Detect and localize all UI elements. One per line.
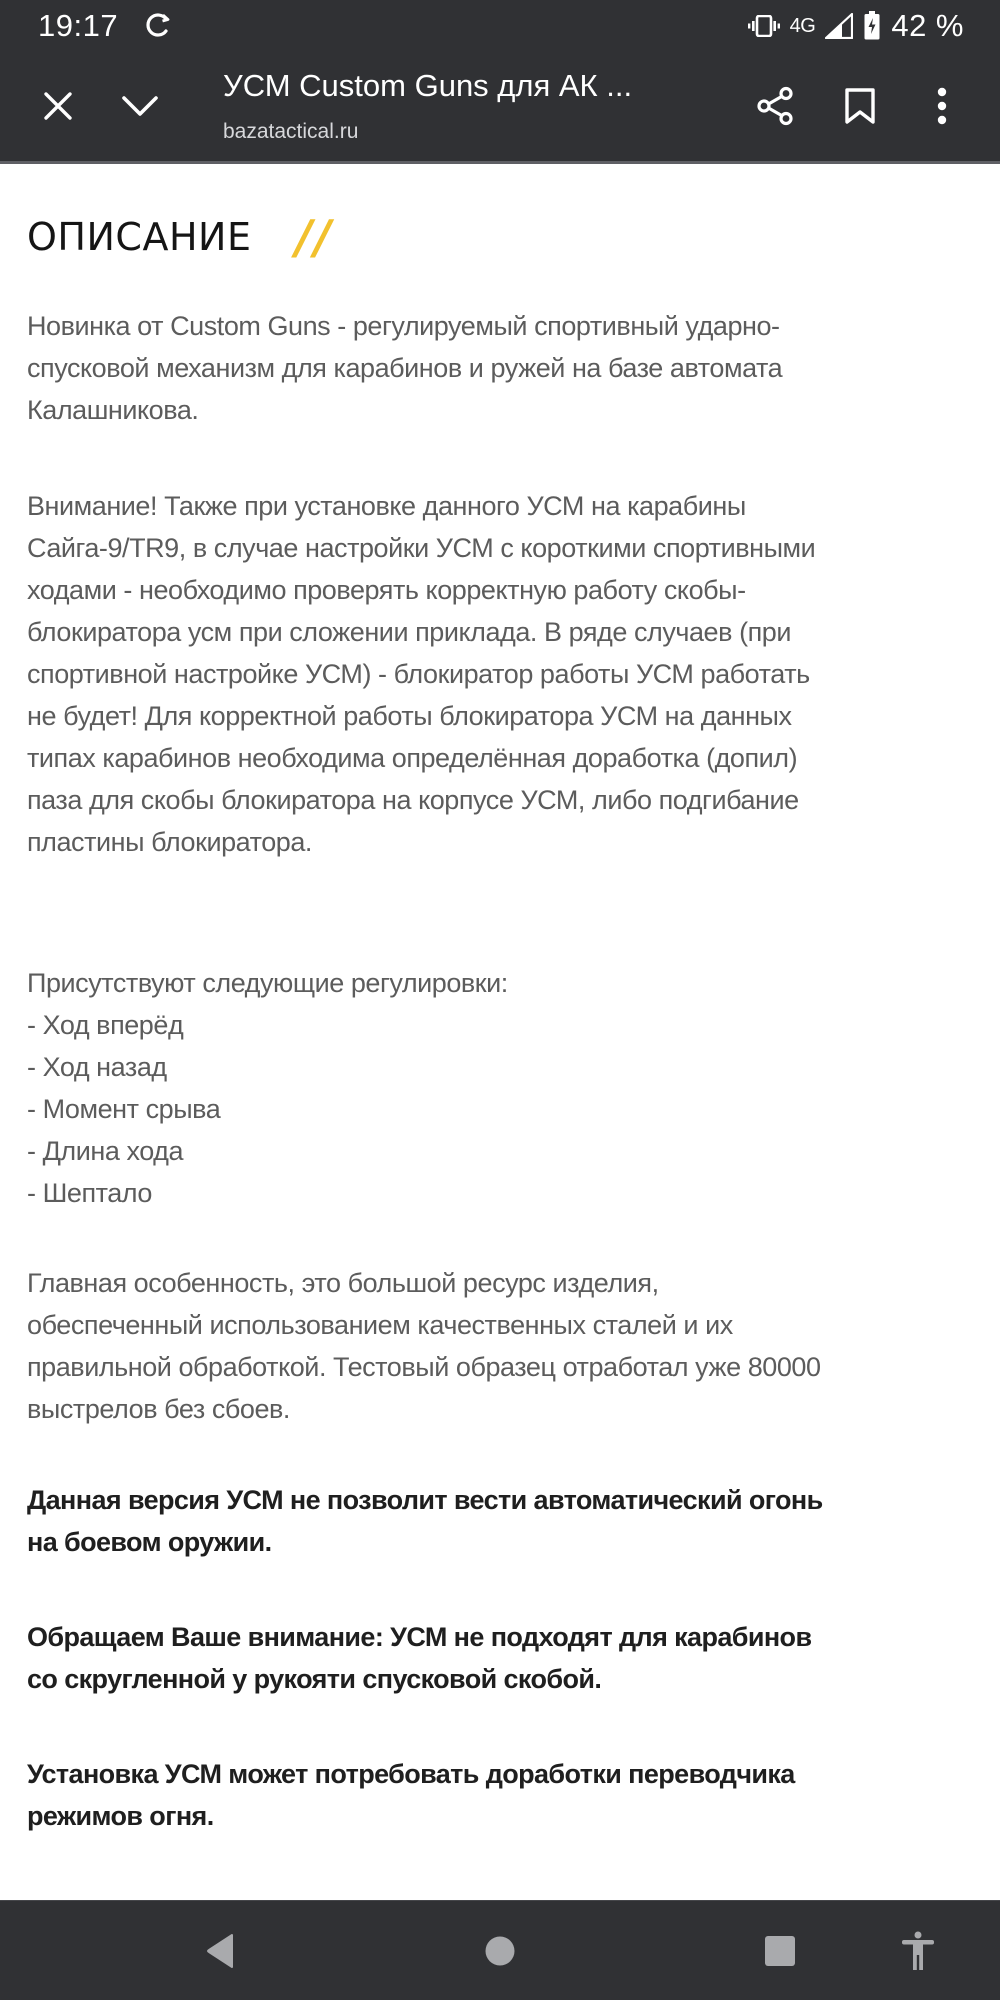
status-time: 19:17 bbox=[38, 8, 119, 43]
bookmark-button[interactable] bbox=[832, 78, 888, 134]
system-nav-bar bbox=[0, 1900, 1000, 2000]
adjustment-item: - Длина хода bbox=[27, 1136, 184, 1166]
close-icon bbox=[43, 91, 73, 121]
accessibility-icon bbox=[900, 1931, 936, 1971]
intro-paragraph: Новинка от Custom Guns - регулируемый спортивный ударно-спусковой механизм для карабинов и ружей на базе автомата Калашникова. bbox=[27, 311, 783, 425]
notice-selector: Установка УСМ может потребовать доработки переводчика режимов огня. bbox=[27, 1759, 795, 1831]
back-triangle-icon bbox=[205, 1933, 235, 1969]
nav-back-button[interactable] bbox=[190, 1923, 250, 1979]
network-type: 4G bbox=[789, 14, 816, 37]
warning-paragraph: Внимание! Также при установке данного УСМ на карабины Сайга-9/TR9, в случае настройки УСМ с короткими спортивными ходами - необходимо проверять корректную работу скобы-блокиратора усм при сложении приклада. В ряде случаев (при спортивной настройке УСМ) - блокиратор работы УСМ работать не будет! Для корректной работы блокиратора УСМ на данных типах карабинов необходима определённая доработка (допил) паза для скобы блокиратора на корпусе УСМ, либо подгибание пластины блокиратора. bbox=[27, 491, 816, 857]
nav-recents-button[interactable] bbox=[750, 1923, 810, 1979]
adjustment-item: - Шептало bbox=[27, 1178, 152, 1208]
chevron-down-icon bbox=[121, 94, 159, 118]
status-bar bbox=[0, 0, 1000, 52]
nav-home-button[interactable] bbox=[470, 1923, 530, 1979]
battery-percent: 42 % bbox=[891, 8, 964, 43]
close-tab-button[interactable] bbox=[30, 78, 86, 134]
battery-charging-icon bbox=[863, 11, 881, 41]
page-domain[interactable]: bazatactical.ru bbox=[223, 120, 359, 143]
adjustments-list bbox=[27, 962, 827, 1214]
more-vert-icon bbox=[936, 87, 948, 125]
recents-square-icon bbox=[764, 1935, 796, 1967]
share-icon bbox=[755, 85, 797, 127]
page-title[interactable]: УСМ Custom Guns для АК ... bbox=[223, 68, 633, 103]
browser-toolbar bbox=[0, 52, 1000, 164]
more-options-button[interactable] bbox=[914, 78, 970, 134]
signal-icon bbox=[825, 13, 853, 39]
adjustment-item: - Ход назад bbox=[27, 1052, 167, 1082]
notice-trigger-guard: Обращаем Ваше внимание: УСМ не подходят для карабинов со скругленной у рукояти спусковой скобой. bbox=[27, 1622, 812, 1694]
vibrate-icon bbox=[748, 15, 780, 37]
minimize-button[interactable] bbox=[112, 78, 168, 134]
share-button[interactable] bbox=[748, 78, 804, 134]
adjustments-intro: Присутствуют следующие регулировки: bbox=[27, 968, 508, 998]
status-indicators bbox=[748, 8, 964, 44]
notice-auto-fire: Данная версия УСМ не позволит вести автоматический огонь на боевом оружии. bbox=[27, 1485, 823, 1557]
features-paragraph: Главная особенность, это большой ресурс изделия, обеспеченный использованием качественных сталей и их правильной обработкой. Тестовый образец отработал уже 80000 выстрелов без сбоев. bbox=[27, 1268, 821, 1424]
accessibility-button[interactable] bbox=[888, 1923, 948, 1979]
sync-icon bbox=[144, 11, 172, 39]
bookmark-icon bbox=[844, 87, 876, 125]
heading-accent-slashes: // bbox=[295, 210, 334, 264]
heading-text: ОПИСАНИЕ bbox=[27, 215, 252, 259]
adjustment-item: - Момент срыва bbox=[27, 1094, 221, 1124]
section-heading bbox=[27, 210, 333, 264]
adjustment-item: - Ход вперёд bbox=[27, 1010, 184, 1040]
home-circle-icon bbox=[484, 1935, 516, 1967]
